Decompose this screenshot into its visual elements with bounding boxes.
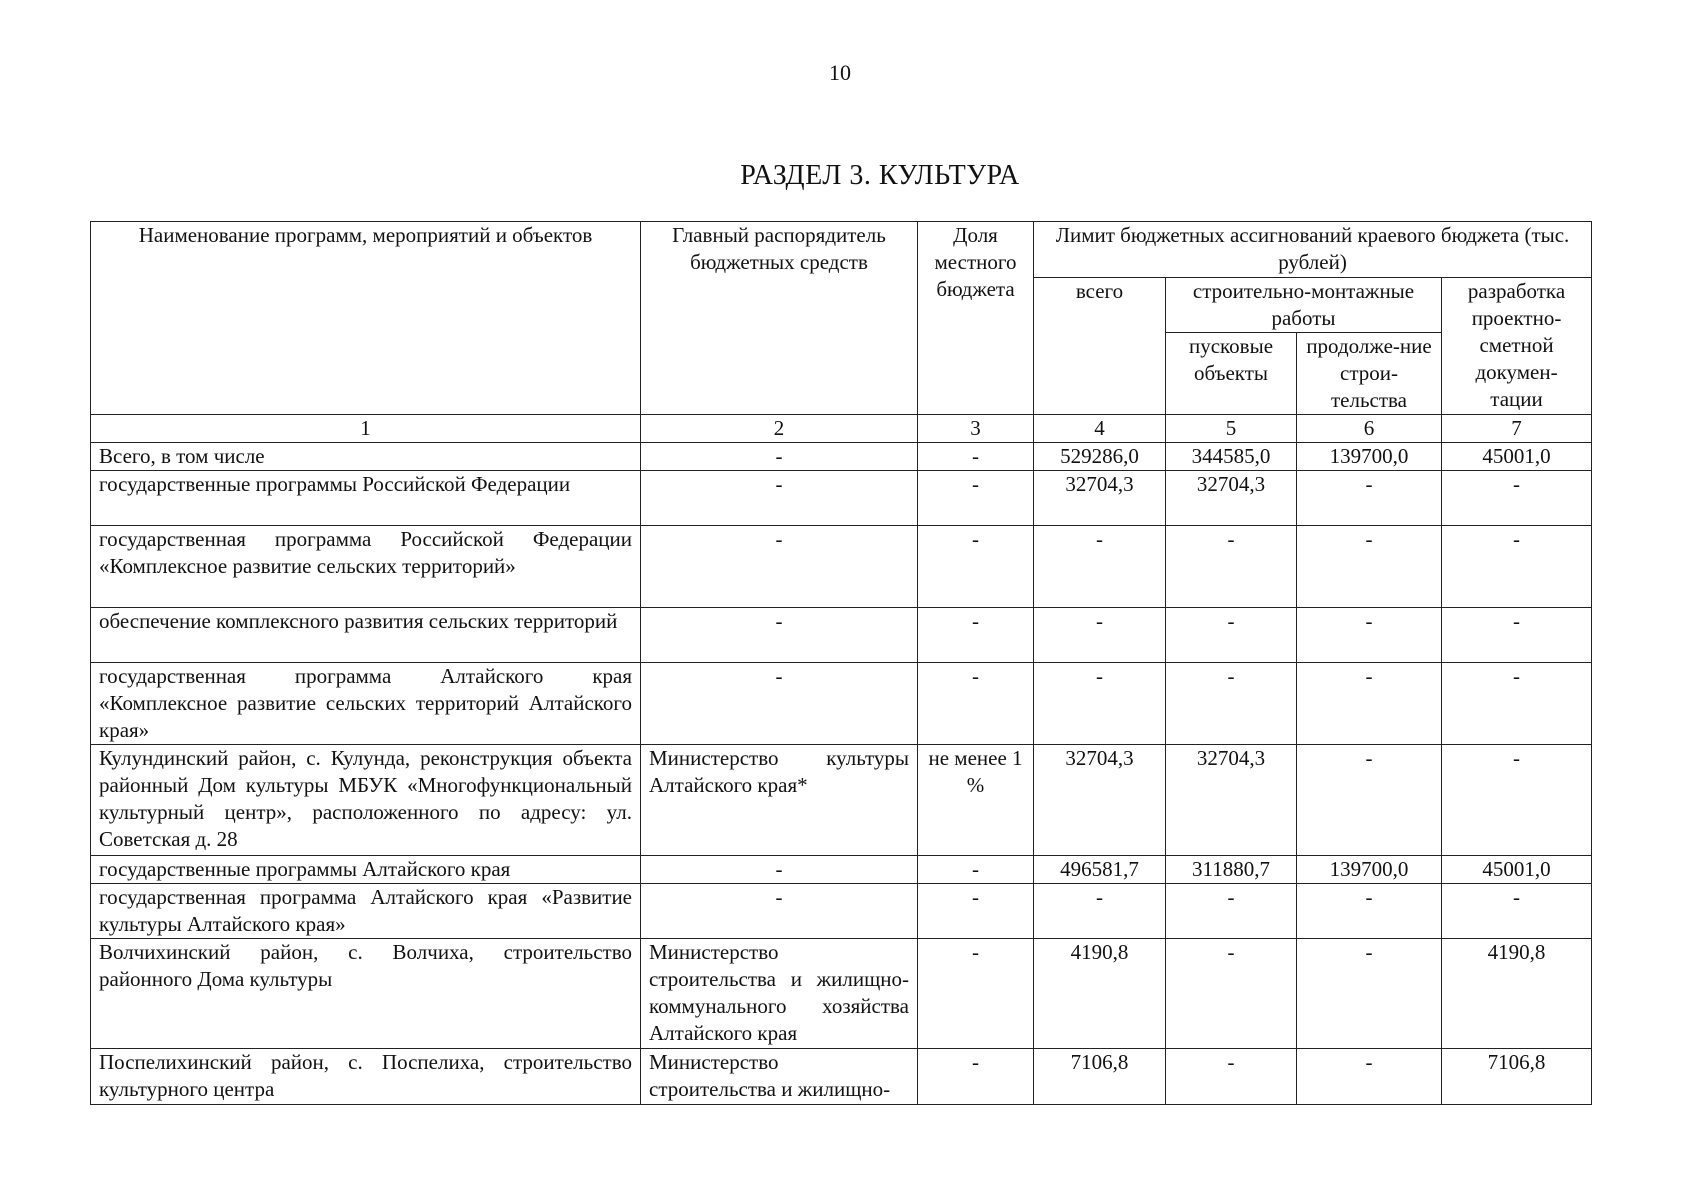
row-continuation: 139700,0 xyxy=(1297,443,1442,471)
row-total: 32704,3 xyxy=(1034,471,1166,526)
row-name: Кулундинский район, с. Кулунда, реконструкция объекта районный Дом культуры МБУК «Многофункциональный культурный центр», расположенного по адресу: ул. Советская д. 28 xyxy=(91,745,641,856)
row-startup: 32704,3 xyxy=(1166,471,1297,526)
header-startup: пусковые объекты xyxy=(1166,333,1297,415)
column-number-row xyxy=(91,415,1592,443)
table-row xyxy=(91,608,1592,663)
header-total: всего xyxy=(1034,278,1166,415)
table-body xyxy=(91,443,1592,1105)
row-total: - xyxy=(1034,608,1166,663)
row-share: - xyxy=(918,884,1034,939)
row-name: обеспечение комплексного развития сельских территорий xyxy=(91,608,641,663)
row-share: - xyxy=(918,608,1034,663)
table-row xyxy=(91,526,1592,608)
row-share: - xyxy=(918,526,1034,608)
row-design: - xyxy=(1442,663,1592,745)
col-number: 5 xyxy=(1166,415,1297,443)
row-distributor: - xyxy=(641,443,918,471)
row-share: - xyxy=(918,1049,1034,1105)
header-name: Наименование программ, мероприятий и объектов xyxy=(91,222,641,415)
row-startup: 32704,3 xyxy=(1166,745,1297,856)
row-design: - xyxy=(1442,526,1592,608)
row-total: - xyxy=(1034,884,1166,939)
table-header xyxy=(91,222,1592,443)
header-design: разработка проектно-сметной докумен-тации xyxy=(1442,278,1592,415)
row-share: не менее 1 % xyxy=(918,745,1034,856)
row-distributor: - xyxy=(641,884,918,939)
row-total: 32704,3 xyxy=(1034,745,1166,856)
row-startup: - xyxy=(1166,884,1297,939)
col-number: 2 xyxy=(641,415,918,443)
row-design: - xyxy=(1442,471,1592,526)
row-distributor: - xyxy=(641,663,918,745)
row-design: 4190,8 xyxy=(1442,939,1592,1049)
row-name: государственная программа Алтайского края «Развитие культуры Алтайского края» xyxy=(91,884,641,939)
row-share: - xyxy=(918,856,1034,884)
row-total: 4190,8 xyxy=(1034,939,1166,1049)
row-name: государственная программа Алтайского края «Комплексное развитие сельских территорий Алтайского края» xyxy=(91,663,641,745)
col-number: 1 xyxy=(91,415,641,443)
row-startup: - xyxy=(1166,663,1297,745)
row-name: Волчихинский район, с. Волчиха, строительство районного Дома культуры xyxy=(91,939,641,1049)
row-distributor: Министерство строительства и жилищно-коммунального хозяйства Алтайского края xyxy=(641,939,918,1049)
col-number: 3 xyxy=(918,415,1034,443)
row-continuation: - xyxy=(1297,526,1442,608)
row-continuation: 139700,0 xyxy=(1297,856,1442,884)
row-startup: - xyxy=(1166,1049,1297,1105)
table-row xyxy=(91,1049,1592,1105)
header-distributor: Главный распорядитель бюджетных средств xyxy=(641,222,918,415)
row-total: - xyxy=(1034,663,1166,745)
col-number: 7 xyxy=(1442,415,1592,443)
row-continuation: - xyxy=(1297,939,1442,1049)
table-row xyxy=(91,939,1592,1049)
col-number: 4 xyxy=(1034,415,1166,443)
row-continuation: - xyxy=(1297,884,1442,939)
row-distributor: Министерство строительства и жилищно- xyxy=(641,1049,918,1105)
row-total: 529286,0 xyxy=(1034,443,1166,471)
table-row xyxy=(91,443,1592,471)
section-title: РАЗДЕЛ 3. КУЛЬТУРА xyxy=(740,160,1020,191)
col-number: 6 xyxy=(1297,415,1442,443)
row-name: Всего, в том числе xyxy=(91,443,641,471)
header-continuation: продолже-ние строи-тельства xyxy=(1297,333,1442,415)
row-design: 7106,8 xyxy=(1442,1049,1592,1105)
row-distributor: Министерство культуры Алтайского края* xyxy=(641,745,918,856)
row-distributor: - xyxy=(641,471,918,526)
row-distributor: - xyxy=(641,856,918,884)
table-row xyxy=(91,856,1592,884)
row-design: 45001,0 xyxy=(1442,856,1592,884)
row-continuation: - xyxy=(1297,1049,1442,1105)
row-design: - xyxy=(1442,884,1592,939)
row-continuation: - xyxy=(1297,745,1442,856)
row-name: государственные программы Российской Федерации xyxy=(91,471,641,526)
row-design: - xyxy=(1442,608,1592,663)
table-row xyxy=(91,884,1592,939)
header-local-share: Доля местного бюджета xyxy=(918,222,1034,415)
row-startup: - xyxy=(1166,939,1297,1049)
header-limit: Лимит бюджетных ассигнований краевого бюджета (тыс. рублей) xyxy=(1034,222,1592,278)
row-design: - xyxy=(1442,745,1592,856)
row-continuation: - xyxy=(1297,663,1442,745)
row-name: государственные программы Алтайского края xyxy=(91,856,641,884)
row-total: 7106,8 xyxy=(1034,1049,1166,1105)
row-name: государственная программа Российской Федерации «Комплексное развитие сельских территорий» xyxy=(91,526,641,608)
row-continuation: - xyxy=(1297,471,1442,526)
row-design: 45001,0 xyxy=(1442,443,1592,471)
row-share: - xyxy=(918,471,1034,526)
header-construction: строительно-монтажные работы xyxy=(1166,278,1442,333)
table-row xyxy=(91,745,1592,856)
row-startup: 344585,0 xyxy=(1166,443,1297,471)
table-row xyxy=(91,663,1592,745)
row-name: Поспелихинский район, с. Поспелиха, строительство культурного центра xyxy=(91,1049,641,1105)
row-startup: 311880,7 xyxy=(1166,856,1297,884)
table-row xyxy=(91,471,1592,526)
row-share: - xyxy=(918,663,1034,745)
row-total: 496581,7 xyxy=(1034,856,1166,884)
row-startup: - xyxy=(1166,608,1297,663)
row-distributor: - xyxy=(641,526,918,608)
row-share: - xyxy=(918,443,1034,471)
row-share: - xyxy=(918,939,1034,1049)
row-continuation: - xyxy=(1297,608,1442,663)
row-startup: - xyxy=(1166,526,1297,608)
row-distributor: - xyxy=(641,608,918,663)
page-number: 10 xyxy=(829,60,851,85)
row-total: - xyxy=(1034,526,1166,608)
budget-table xyxy=(90,221,1592,1105)
